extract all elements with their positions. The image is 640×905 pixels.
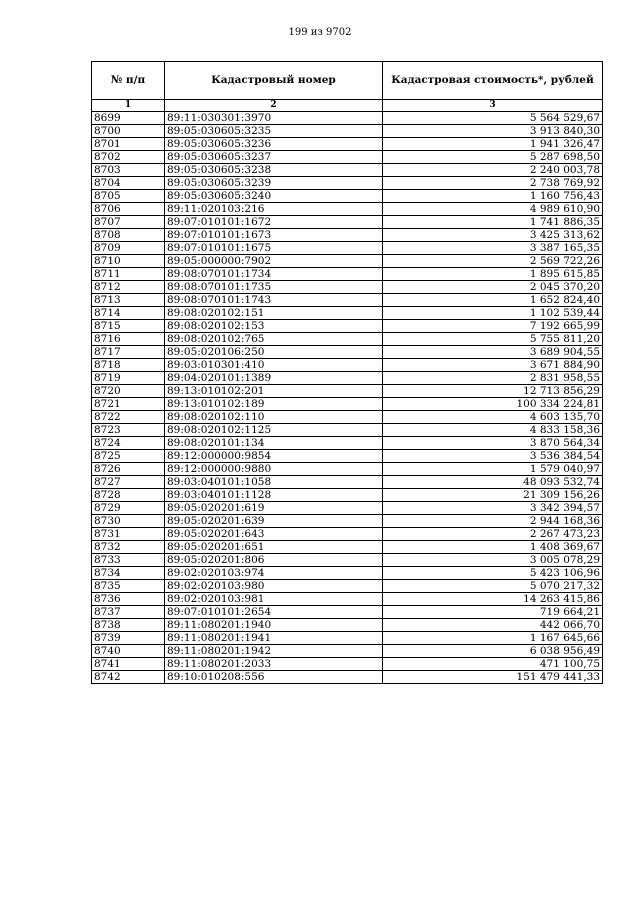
cadastral-number: 89:08:070101:1735 [165,281,383,294]
cadastral-number: 89:10:010208:556 [165,671,383,684]
cadastral-value: 2 944 168,36 [383,515,603,528]
table-row [92,346,603,359]
row-number: 8730 [92,515,165,528]
table-row [92,359,603,372]
row-number: 8699 [92,112,165,125]
header-cadastral-number: Кадастровый номер [165,62,383,100]
cadastral-number: 89:05:020201:806 [165,554,383,567]
table-row [92,151,603,164]
cadastral-value: 2 045 370,20 [383,281,603,294]
cadastral-value: 1 579 040,97 [383,463,603,476]
cadastral-number: 89:03:010301:410 [165,359,383,372]
cadastral-value: 100 334 224,81 [383,398,603,411]
cadastral-number: 89:03:040101:1128 [165,489,383,502]
table-row [92,606,603,619]
row-number: 8709 [92,242,165,255]
cadastral-number: 89:05:020201:651 [165,541,383,554]
table-row [92,658,603,671]
cadastral-value: 12 713 856,29 [383,385,603,398]
cadastral-number: 89:03:040101:1058 [165,476,383,489]
row-number: 8714 [92,307,165,320]
cadastral-number: 89:11:020103:216 [165,203,383,216]
cadastral-value: 5 755 811,20 [383,333,603,346]
cadastral-value: 3 913 840,30 [383,125,603,138]
row-number: 8719 [92,372,165,385]
cadastral-value: 471 100,75 [383,658,603,671]
cadastral-number: 89:05:020201:643 [165,528,383,541]
row-number: 8725 [92,450,165,463]
table-row [92,333,603,346]
table-row [92,307,603,320]
cadastral-number: 89:02:020103:974 [165,567,383,580]
row-number: 8715 [92,320,165,333]
cadastral-number: 89:08:070101:1743 [165,294,383,307]
cadastral-number: 89:05:030605:3240 [165,190,383,203]
cadastral-number: 89:13:010102:189 [165,398,383,411]
table-row [92,450,603,463]
cadastral-number: 89:13:010102:201 [165,385,383,398]
row-number: 8717 [92,346,165,359]
cadastral-number: 89:02:020103:981 [165,593,383,606]
table-row [92,476,603,489]
cadastral-number: 89:05:030605:3239 [165,177,383,190]
cadastral-value: 3 536 384,54 [383,450,603,463]
cadastral-value: 1 408 369,67 [383,541,603,554]
table-row [92,281,603,294]
table-row [92,125,603,138]
cadastral-number: 89:11:030301:3970 [165,112,383,125]
cadastral-value: 4 833 158,36 [383,424,603,437]
cadastral-value: 5 564 529,67 [383,112,603,125]
row-number: 8735 [92,580,165,593]
table-row [92,164,603,177]
table-row [92,645,603,658]
cadastral-number: 89:12:000000:9854 [165,450,383,463]
cadastral-value: 7 192 665,99 [383,320,603,333]
row-number: 8738 [92,619,165,632]
cadastral-value: 2 569 722,26 [383,255,603,268]
row-number: 8727 [92,476,165,489]
row-number: 8704 [92,177,165,190]
cadastral-number: 89:05:020201:639 [165,515,383,528]
cadastral-number: 89:08:020102:765 [165,333,383,346]
row-number: 8733 [92,554,165,567]
cadastral-value: 1 941 326,47 [383,138,603,151]
table-row [92,580,603,593]
table-row [92,385,603,398]
cadastral-value: 2 738 769,92 [383,177,603,190]
cadastral-number: 89:05:030605:3237 [165,151,383,164]
table-row [92,268,603,281]
table-row [92,541,603,554]
row-number: 8724 [92,437,165,450]
table-row [92,528,603,541]
table-row [92,229,603,242]
cadastral-value: 4 603 135,70 [383,411,603,424]
table-row [92,242,603,255]
cadastral-value: 14 263 415,86 [383,593,603,606]
column-number-3: 3 [383,100,603,112]
cadastral-value: 1 895 615,85 [383,268,603,281]
cadastral-value: 3 870 564,34 [383,437,603,450]
table-row [92,138,603,151]
cadastral-value: 21 309 156,26 [383,489,603,502]
cadastral-number: 89:08:020102:110 [165,411,383,424]
table-row [92,424,603,437]
cadastral-number: 89:07:010101:1672 [165,216,383,229]
row-number: 8700 [92,125,165,138]
cadastral-value: 2 267 473,23 [383,528,603,541]
cadastral-value: 3 689 904,55 [383,346,603,359]
cadastral-value: 6 038 956,49 [383,645,603,658]
row-number: 8739 [92,632,165,645]
row-number: 8702 [92,151,165,164]
cadastral-value: 48 093 532,74 [383,476,603,489]
table-row [92,437,603,450]
cadastral-value: 1 102 539,44 [383,307,603,320]
table-row [92,372,603,385]
cadastral-number: 89:07:010101:1675 [165,242,383,255]
cadastral-value: 3 342 394,57 [383,502,603,515]
table-body [92,112,603,684]
table-row [92,593,603,606]
row-number: 8703 [92,164,165,177]
row-number: 8713 [92,294,165,307]
row-number: 8701 [92,138,165,151]
row-number: 8734 [92,567,165,580]
cadastral-value: 3 005 078,29 [383,554,603,567]
page-number: 199 из 9702 [288,27,352,38]
cadastral-number: 89:05:030605:3236 [165,138,383,151]
table-row [92,216,603,229]
cadastral-value: 3 387 165,35 [383,242,603,255]
cadastral-number: 89:08:070101:1734 [165,268,383,281]
table-header-row [92,62,603,100]
header-number: № п/п [92,62,165,100]
table-row [92,619,603,632]
table-row [92,112,603,125]
table-row [92,502,603,515]
cadastral-number: 89:05:000000:7902 [165,255,383,268]
cadastral-number: 89:05:030605:3235 [165,125,383,138]
row-number: 8728 [92,489,165,502]
header-cadastral-value: Кадастровая стоимость*, рублей [383,62,603,100]
cadastral-value: 1 652 824,40 [383,294,603,307]
cadastral-number: 89:02:020103:980 [165,580,383,593]
row-number: 8740 [92,645,165,658]
row-number: 8708 [92,229,165,242]
cadastral-number: 89:11:080201:2033 [165,658,383,671]
cadastral-value: 1 160 756,43 [383,190,603,203]
cadastral-number: 89:11:080201:1940 [165,619,383,632]
cadastral-number: 89:07:010101:2654 [165,606,383,619]
cadastral-number: 89:05:020106:250 [165,346,383,359]
table-row [92,190,603,203]
row-number: 8705 [92,190,165,203]
row-number: 8706 [92,203,165,216]
table-row [92,177,603,190]
table-row [92,203,603,216]
cadastral-value: 2 831 958,55 [383,372,603,385]
cadastral-value: 3 425 313,62 [383,229,603,242]
cadastral-value-table [91,61,603,684]
cadastral-number: 89:07:010101:1673 [165,229,383,242]
cadastral-value: 5 287 698,50 [383,151,603,164]
row-number: 8729 [92,502,165,515]
row-number: 8722 [92,411,165,424]
cadastral-number: 89:08:020102:153 [165,320,383,333]
cadastral-value: 151 479 441,33 [383,671,603,684]
cadastral-value: 4 989 610,90 [383,203,603,216]
row-number: 8710 [92,255,165,268]
row-number: 8731 [92,528,165,541]
row-number: 8707 [92,216,165,229]
table-row [92,489,603,502]
row-number: 8732 [92,541,165,554]
cadastral-value: 1 741 886,35 [383,216,603,229]
cadastral-number: 89:05:020201:619 [165,502,383,515]
row-number: 8741 [92,658,165,671]
row-number: 8721 [92,398,165,411]
table-row [92,463,603,476]
table-row [92,632,603,645]
cadastral-number: 89:11:080201:1942 [165,645,383,658]
cadastral-number: 89:05:030605:3238 [165,164,383,177]
cadastral-value: 5 423 106,96 [383,567,603,580]
cadastral-value: 5 070 217,32 [383,580,603,593]
row-number: 8726 [92,463,165,476]
row-number: 8736 [92,593,165,606]
row-number: 8711 [92,268,165,281]
cadastral-number: 89:04:020101:1389 [165,372,383,385]
table-row [92,294,603,307]
cadastral-value: 1 167 645,66 [383,632,603,645]
table-row [92,320,603,333]
row-number: 8723 [92,424,165,437]
row-number: 8718 [92,359,165,372]
cadastral-number: 89:08:020102:151 [165,307,383,320]
row-number: 8712 [92,281,165,294]
row-number: 8742 [92,671,165,684]
cadastral-value: 2 240 003,78 [383,164,603,177]
cadastral-value: 3 671 884,90 [383,359,603,372]
column-number-2: 2 [165,100,383,112]
row-number: 8716 [92,333,165,346]
cadastral-number: 89:08:020102:1125 [165,424,383,437]
table-row [92,411,603,424]
table-row [92,671,603,684]
cadastral-value: 442 066,70 [383,619,603,632]
cadastral-number: 89:08:020101:134 [165,437,383,450]
table-row [92,554,603,567]
table-row [92,398,603,411]
table-row [92,255,603,268]
cadastral-number: 89:11:080201:1941 [165,632,383,645]
column-number-row [92,100,603,112]
table-row [92,515,603,528]
row-number: 8737 [92,606,165,619]
column-number-1: 1 [92,100,165,112]
table-row [92,567,603,580]
row-number: 8720 [92,385,165,398]
cadastral-value: 719 664,21 [383,606,603,619]
cadastral-number: 89:12:000000:9880 [165,463,383,476]
